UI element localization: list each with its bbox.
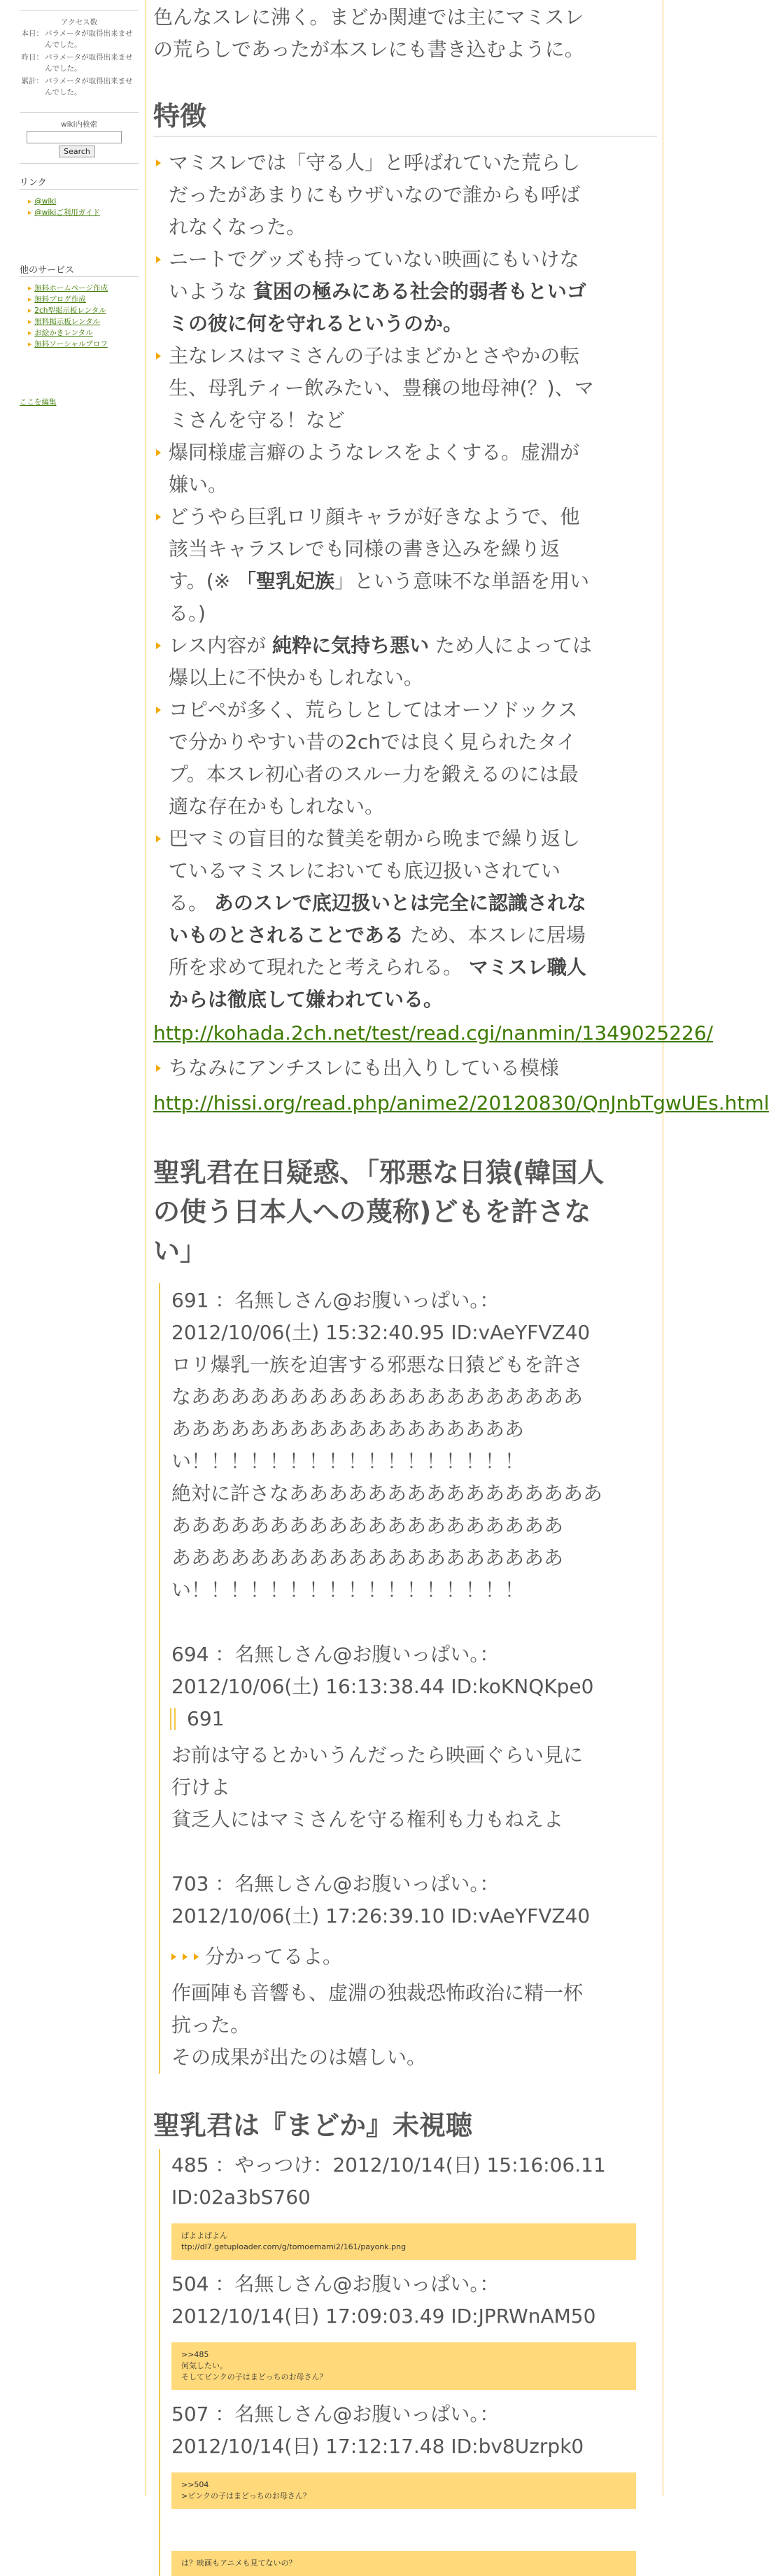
features-list — [153, 147, 657, 1016]
bold-text: 「聖乳妃族 — [237, 569, 335, 593]
text-line: ちなみにアンチスレにも出入りしている模様 — [169, 1056, 559, 1080]
post-body-line: 抗った。 — [171, 2014, 251, 2037]
text-line: プ。本スレ初心者のスルー力を鍛えるのには最 — [169, 763, 579, 786]
heading-line: 聖乳君在日疑惑、「邪悪な日猿(韓国人 — [153, 1157, 605, 1188]
text-line — [169, 951, 657, 984]
post-content-box — [171, 2551, 636, 2576]
post-header: 504 ：名無しさん@お腹いっぱい。： — [171, 2272, 500, 2295]
post-body-line: 貧乏人にはマミさんを守る権利も力もねえよ — [171, 1808, 564, 1831]
bullet-icon — [156, 160, 161, 167]
quote-arrow-line — [171, 1941, 657, 1973]
quoted-posts — [159, 2149, 657, 2576]
post-header: 694 ：名無しさん@お腹いっぱい。： — [171, 1643, 500, 1666]
access-value: パラメータが取得出来ませんでした。 — [45, 77, 133, 97]
intro-line: の荒らしであったが本スレにも書き込むように。 — [153, 38, 584, 61]
post-body-line: ああああああああああああああああああああ — [171, 1514, 564, 1537]
text-line: 爆同様虚言癖のようなレスをよくする。虚淵が — [169, 441, 580, 464]
quoted-posts — [159, 1283, 657, 2074]
post — [171, 1285, 657, 1606]
services-heading: 他のサービス — [20, 265, 75, 276]
text-span: レス内容が — [169, 634, 273, 657]
bold-text: 純粋に気持ち悪い — [272, 634, 430, 657]
divider — [20, 112, 139, 113]
post-body-line: い！！！！！！！！！！！！！！！！！ — [171, 1578, 525, 1601]
links-list — [28, 196, 100, 218]
text-line — [169, 919, 657, 951]
post-header: 2012/10/14(日) 17:09:03.49 ID:JPRWnAM50 — [171, 2305, 596, 2328]
list-item — [153, 1052, 657, 1084]
list-item: ▸ お絵かきレンタル — [28, 329, 93, 337]
text-line: れなくなった。 — [169, 215, 306, 239]
text-line — [169, 887, 657, 919]
link-wiki[interactable]: @wiki — [34, 197, 57, 206]
post — [171, 2268, 657, 2390]
link-wiki-guide[interactable]: @wikiご利用ガイド — [34, 208, 100, 217]
list-item: ▸ @wiki — [28, 197, 57, 206]
text-span: いような — [169, 280, 253, 303]
bold-text: 貧困の極みにある社会的弱者もといゴ — [253, 280, 586, 303]
list-item — [153, 694, 657, 823]
list-item — [153, 340, 657, 437]
bold-text: ミの彼に何を守れるというのか。 — [169, 312, 463, 335]
post-body-line: 絶対に許さなああああああああああああああああ — [171, 1482, 603, 1505]
bold-text: からは徹底して嫌われている。 — [169, 988, 444, 1011]
post-header: 2012/10/06(土) 17:26:39.10 ID:vAeYFVZ40 — [171, 1904, 591, 1927]
intro-line: 色んなスレに沸く。まどか関連では主にマミスレ — [153, 6, 584, 29]
post-body-line: なああああああああああああああああああああ — [171, 1385, 584, 1408]
text-line — [169, 276, 657, 308]
main-content — [146, 0, 769, 2568]
post-body-line: 作画陣も音響も、虚淵の独裁恐怖政治に精一杯 — [171, 1981, 584, 2004]
reply-quote — [160, 1703, 657, 1735]
list-item — [153, 823, 657, 1016]
sidebar — [0, 0, 133, 2493]
post-body-line: ああああああああああああああああああ — [171, 1417, 525, 1441]
reply-ref: 691 — [187, 1707, 225, 1730]
section-heading-zainichi — [153, 1153, 657, 1271]
bold-text: いものとされることである — [169, 923, 404, 947]
quote-text: 分かってるよ。 — [205, 1945, 343, 1968]
divider — [20, 276, 139, 277]
text-line: だったがあまりにもウザいなので誰からも呼ば — [169, 183, 581, 206]
text-span: ため人によっては — [429, 634, 592, 657]
text-line: る。) — [169, 602, 206, 625]
post-header: 703 ：名無しさん@お腹いっぱい。： — [171, 1872, 500, 1895]
post-body-line: い！！！！！！！！！！！！！！！！！ — [171, 1450, 525, 1473]
access-yesterday — [20, 52, 139, 74]
post-header: ID:02a3bS760 — [171, 2186, 311, 2209]
text-line: 主なレスはマミさんの子はまどかとさやかの転 — [169, 344, 580, 367]
section-heading-madoka: 聖乳君は『まどか』未視聴 — [153, 2110, 473, 2141]
text-line: コピペが多く、荒らしとしてはオーソドックス — [169, 698, 578, 721]
box-line: そしてピンクの子はまどっちのお母さん？ — [181, 2372, 327, 2382]
edit-page-link[interactable]: ここを編集 — [20, 398, 57, 406]
post-header: 2012/10/06(土) 15:32:40.95 ID:vAeYFVZ40 — [171, 1321, 591, 1344]
list-item: ▸ 無料ブログ作成 — [28, 295, 86, 304]
text-line: マミスレでは「守る人」と呼ばれていた荒らし — [169, 151, 581, 174]
thread-link-hissi[interactable]: http://hissi.org/read.php/anime2/20120830/QnJnbTgwUEs.html — [153, 1091, 769, 1114]
text-line: 該当キャラスレでも同様の書き込みを繰り返 — [169, 537, 560, 560]
services-list — [28, 283, 108, 350]
list-item: ▸ 無料ソーシャルプロフ — [28, 340, 108, 348]
service-link[interactable]: 無料ホームページ作成 — [34, 284, 108, 292]
text-span: 」という意味不な単語を用い — [334, 569, 590, 593]
post-content-box — [171, 2223, 636, 2260]
box-line: >>504 — [181, 2480, 209, 2489]
list-item: ▸ 無料掲示板レンタル — [28, 318, 101, 326]
list-item — [153, 243, 657, 340]
article — [153, 0, 769, 2576]
text-line: どうやら巨乳ロリ顔キャラが好きなようで、他 — [169, 505, 580, 528]
access-value: パラメータが取得出来ませんでした。 — [45, 53, 133, 73]
access-label: 累計： — [21, 77, 43, 85]
text-line — [169, 565, 657, 597]
text-line: 嫌い。 — [169, 473, 228, 496]
service-link[interactable]: 無料ソーシャルプロフ — [34, 340, 108, 348]
thread-link-kohada[interactable]: http://kohada.2ch.net/test/read.cgi/nanmin/1349025226/ — [153, 1021, 714, 1045]
box-line: ttp://dl7.getuploader.com/g/tomoemami2/161/payonk.png — [181, 2242, 407, 2251]
box-line: 何気したい。 — [181, 2361, 227, 2370]
post-content-box — [171, 2342, 636, 2390]
bold-text: あのスレで底辺扱いとは完全に認識されな — [213, 891, 586, 914]
arrow-icon — [194, 1953, 199, 1960]
access-label: 本日： — [21, 29, 43, 38]
text-span: る。 — [169, 891, 214, 914]
list-item: ▸ @wikiご利用ガイド — [28, 208, 100, 217]
text-line: 適な存在かもしれない。 — [169, 795, 385, 818]
post-body-line: お前は守るとかいうんだったら映画ぐらい見に — [171, 1743, 584, 1767]
heading-line: の使う日本人への蔑称)どもを許さな — [153, 1196, 591, 1227]
arrow-icon — [183, 1953, 188, 1960]
service-link[interactable]: 無料ブログ作成 — [34, 295, 86, 304]
text-line: ニートでグッズも持っていない映画にもいけな — [169, 248, 579, 271]
post — [171, 1868, 657, 2074]
service-link[interactable]: 無料掲示板レンタル — [34, 318, 101, 326]
bold-text: マミスレ職人 — [468, 956, 586, 979]
post-body-line: ロリ爆乳一族を迫害する邪悪な日猿どもを許さ — [171, 1353, 584, 1376]
access-count-title: アクセス数 — [60, 18, 98, 27]
quote-bar — [170, 1708, 176, 1730]
post — [171, 2551, 657, 2576]
post-header: 2012/10/06(土) 16:13:38.44 ID:koKNQKpe0 — [171, 1675, 594, 1698]
wiki-search-title: wiki内検索 — [60, 120, 97, 129]
box-line: >>485 — [181, 2350, 209, 2359]
text-line: で分かりやすい昔の2chでは良く見られたタイ — [169, 730, 577, 753]
access-label: 昨日： — [21, 53, 43, 62]
wiki-search-input[interactable] — [27, 131, 122, 143]
list-item — [153, 630, 657, 694]
access-today — [20, 28, 139, 50]
text-span: す。(※ — [169, 569, 237, 593]
bullet-icon — [156, 256, 161, 263]
post-body-line: ああああああああああああああああああああ — [171, 1546, 564, 1569]
text-line: 巴マミの盲目的な賛美を朝から晩まで繰り返し — [169, 827, 581, 850]
text-span: 所を求めて現れたと考えられる。 — [169, 956, 469, 979]
service-link[interactable]: 2ch型掲示板レンタル — [34, 306, 106, 315]
divider — [20, 163, 139, 164]
post — [171, 2149, 657, 2260]
post-content-box — [171, 2472, 636, 2509]
bullet-icon — [156, 835, 161, 842]
post — [171, 1639, 657, 1836]
bullet-icon — [156, 642, 161, 649]
text-line: ているマミスレにおいても底辺扱いされてい — [169, 859, 561, 882]
bullet-icon — [156, 1065, 161, 1072]
box-line: は？映画もアニメも見てないの？ — [181, 2559, 297, 2568]
bullet-icon — [156, 707, 161, 714]
list-item — [153, 147, 657, 243]
links-heading: リンク — [20, 178, 47, 188]
text-line: ミさんを守る！など — [169, 409, 346, 432]
bullet-icon — [156, 353, 161, 360]
post — [171, 2398, 657, 2509]
arrow-icon — [171, 1953, 176, 1960]
divider — [20, 189, 139, 190]
box-line: ぱよよぱよん — [181, 2231, 227, 2240]
list-item: ▸ 2ch型掲示板レンタル — [28, 306, 106, 315]
text-span: ため、本スレに居場 — [404, 923, 586, 947]
post-body-line: その成果が出たのは嬉しい。 — [171, 2046, 427, 2069]
access-value: パラメータが取得出来ませんでした。 — [45, 29, 133, 49]
text-line — [169, 630, 657, 662]
box-line: >ピンクの子はまどっちのお母さん？ — [181, 2491, 311, 2500]
list-item: ▸ 無料ホームページ作成 — [28, 284, 108, 292]
section-heading-features: 特徴 — [153, 97, 657, 137]
service-link[interactable]: お絵かきレンタル — [34, 329, 93, 337]
list-item — [153, 437, 657, 501]
access-total — [20, 76, 139, 98]
post-header: 485 ：やっつけ：2012/10/14(日) 15:16:06.11 — [171, 2153, 606, 2177]
search-button[interactable]: Search — [59, 146, 95, 157]
post-header: 691 ：名無しさん@お腹いっぱい。： — [171, 1289, 500, 1312]
post-header: 2012/10/14(日) 17:12:17.48 ID:bv8Uzrpk0 — [171, 2435, 584, 2458]
post-body-line: 行けよ — [171, 1776, 231, 1799]
heading-line: い」 — [153, 1236, 207, 1266]
text-line: 爆以上に不快かもしれない。 — [169, 666, 424, 689]
bullet-icon — [156, 514, 161, 521]
note-list — [153, 1052, 657, 1084]
bullet-icon — [156, 449, 161, 456]
list-item — [153, 501, 657, 630]
text-line: 生、母乳ティー飲みたい、豊穣の地母神(？)、マ — [169, 376, 594, 399]
post-header: 507 ：名無しさん@お腹いっぱい。： — [171, 2402, 500, 2426]
